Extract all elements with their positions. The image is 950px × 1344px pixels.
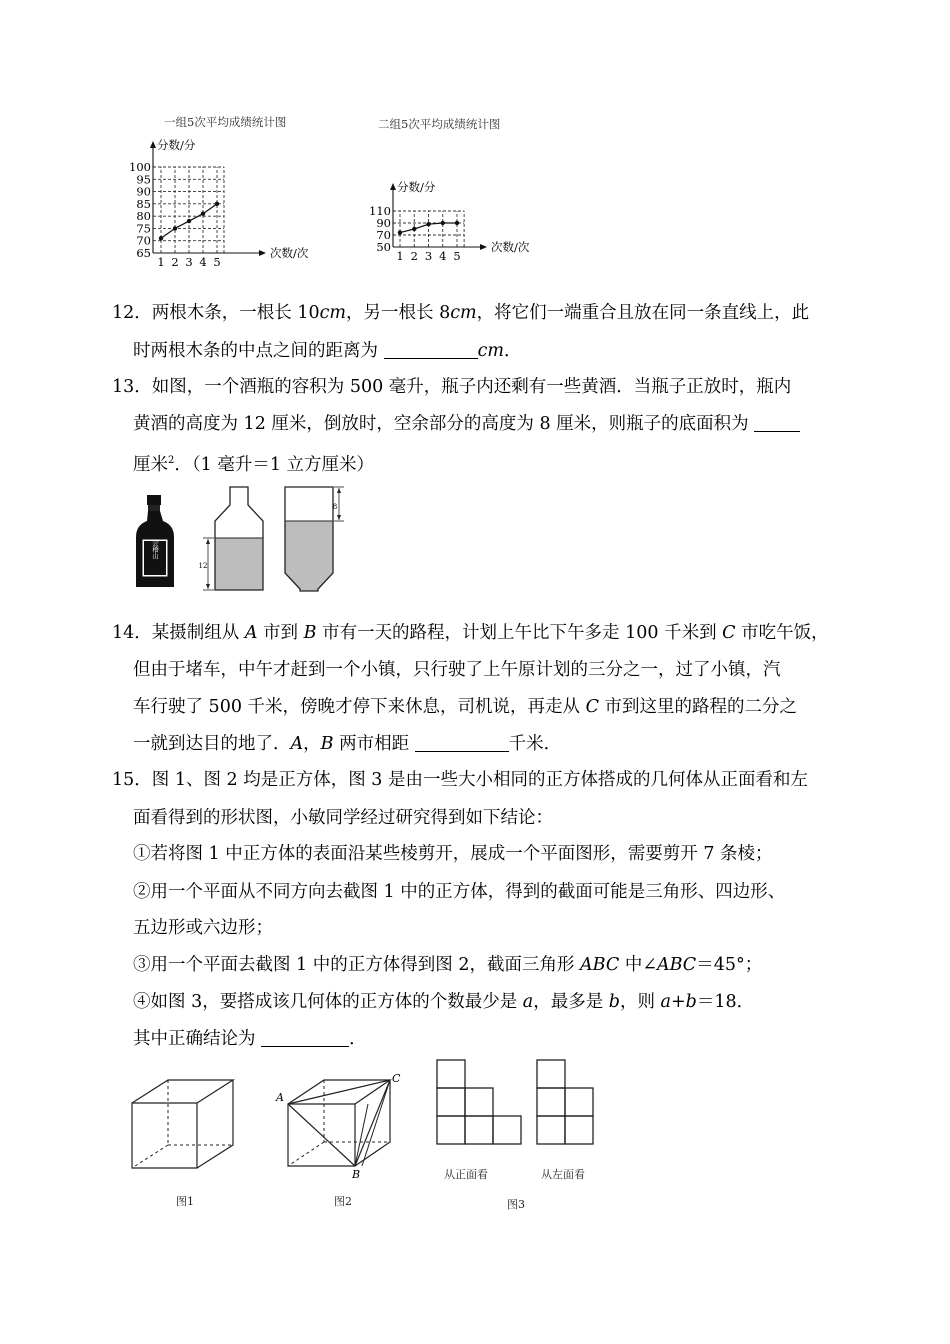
- y-tick-label: 110: [369, 204, 391, 218]
- y-axis-label: 分数/分: [397, 180, 436, 194]
- y-axis-label: 分数/分: [157, 138, 196, 152]
- q15-answer-blank[interactable]: [261, 1030, 349, 1047]
- q15-statement-2a: ②用一个平面从不同方向去截图 1 中的正方体，得到的截面可能是三角形、四边形、: [133, 882, 786, 902]
- vertex-C: C: [392, 1072, 401, 1085]
- bottle-upright-diagram: [195, 485, 265, 593]
- x-axis-label: 次数/次: [491, 240, 530, 254]
- q14-line3: 车行驶了 500 千米，傍晚才停下来休息，司机说，再走从 C 市到这里的路程的二分之: [133, 697, 798, 717]
- q15-conclusion: 其中正确结论为 ．: [133, 1029, 367, 1049]
- q13-line3: 厘米$^2$．（1 毫升＝1 立方厘米）: [133, 454, 375, 475]
- q13-number: 13．: [112, 377, 152, 397]
- data-point: [412, 227, 416, 231]
- data-point: [215, 202, 219, 206]
- y-tick-label: 65: [136, 246, 151, 260]
- q15-statement-4: ④如图 3，要搭成该几何体的正方体的个数最少是 a，最多是 b，则 a+b＝18．: [133, 992, 755, 1012]
- data-point: [426, 222, 430, 226]
- y-tick-label: 100: [129, 160, 151, 174]
- q14-number: 14．: [112, 623, 152, 643]
- x-axis-arrow: [259, 250, 266, 256]
- x-tick-label: 4: [439, 249, 447, 263]
- x-tick-label: 5: [453, 249, 461, 263]
- bottle-label: 会稽山: [151, 539, 159, 559]
- figure-1-cube: [128, 1075, 248, 1175]
- vertex-A: A: [276, 1091, 284, 1104]
- x-tick-label: 1: [396, 249, 404, 263]
- q14-line4: 一就到达目的地了．A，B 两市相距 千米．: [133, 734, 562, 754]
- y-tick-label: 70: [376, 228, 391, 242]
- x-axis-label: 次数/次: [270, 246, 309, 260]
- data-point: [159, 236, 163, 240]
- x-tick-label: 2: [410, 249, 418, 263]
- figure-3-caption: 图3: [507, 1198, 525, 1211]
- chart2-svg: [360, 165, 550, 270]
- y-tick-label: 90: [136, 184, 151, 199]
- bottle-inverted-diagram: [280, 485, 360, 593]
- q14-line2: 但由于堵车，中午才赶到一个小镇，只行驶了上午原计划的三分之一，过了小镇，汽: [133, 660, 781, 680]
- q15-statement-3: ③用一个平面去截图 1 中的正方体得到图 2，截面三角形 ABC 中∠ABC＝45°；: [133, 955, 763, 975]
- chart1-title: 一组5次平均成绩统计图: [164, 115, 287, 129]
- q15-line1: 15．图 1、图 2 均是正方体，图 3 是由一些大小相同的正方体搭成的几何体从正面看和左: [112, 770, 808, 790]
- x-tick-label: 5: [213, 255, 221, 269]
- y-tick-label: 95: [136, 172, 151, 187]
- label-12: 12: [198, 562, 208, 570]
- data-point: [441, 221, 445, 225]
- x-tick-label: 3: [424, 249, 433, 263]
- y-axis-arrow: [390, 183, 396, 190]
- chart1-svg: [120, 135, 330, 285]
- y-tick-label: 80: [136, 209, 151, 224]
- data-point: [173, 226, 177, 230]
- y-tick-label: 90: [376, 216, 391, 230]
- y-tick-label: 75: [136, 221, 151, 236]
- y-axis-arrow: [150, 141, 156, 148]
- y-tick-label: 50: [376, 240, 391, 254]
- q13-line1: 13．如图，一个酒瓶的容积为 500 毫升，瓶子内还剩有一些黄酒．当瓶子正放时，瓶内: [112, 377, 792, 397]
- x-tick-label: 2: [171, 255, 179, 269]
- figure-1-caption: 图1: [176, 1195, 194, 1208]
- x-tick-label: 3: [185, 255, 193, 269]
- figure-2-caption: 图2: [334, 1195, 352, 1208]
- x-tick-label: 1: [157, 255, 165, 269]
- x-tick-label: 4: [199, 255, 207, 269]
- q13-line2: 黄酒的高度为 12 厘米，倒放时，空余部分的高度为 8 厘米，则瓶子的底面积为: [133, 414, 800, 434]
- q13-answer-blank[interactable]: [754, 415, 800, 432]
- q12-line1: 12．两根木条，一根长 10cm，另一根长 8cm，将它们一端重合且放在同一条直线上，此: [112, 303, 810, 323]
- data-point: [398, 230, 402, 234]
- q15-statement-2b: 五边形或六边形；: [133, 918, 273, 938]
- wine-bottle-image: [130, 493, 180, 593]
- q15-number: 15．: [112, 770, 152, 790]
- q15-line2: 面看得到的形状图，小敏同学经过研究得到如下结论：: [133, 808, 553, 828]
- figure-2-cube-section: [272, 1072, 412, 1180]
- y-tick-label: 70: [136, 233, 151, 248]
- q12-number: 12．: [112, 303, 152, 323]
- q15-statement-1: ①若将图 1 中正方体的表面沿某些棱剪开，展成一个平面图形，需要剪开 7 条棱；: [133, 844, 773, 864]
- vertex-B: B: [352, 1168, 361, 1180]
- x-axis-arrow: [480, 244, 487, 250]
- data-point: [455, 221, 459, 225]
- q14-line1: 14．某摄制组从 A 市到 B 市有一天的路程，计划上午比下午多走 100 千米到 C 市吃午饭，: [112, 623, 829, 643]
- data-point: [201, 211, 205, 215]
- chart2-title: 二组5次平均成绩统计图: [378, 117, 501, 131]
- label-8: 8: [332, 503, 338, 511]
- data-point: [187, 219, 191, 223]
- figure-3-left-view: [535, 1058, 597, 1148]
- figure-3-front-view: [435, 1058, 525, 1148]
- q12-answer-blank[interactable]: [384, 342, 478, 359]
- left-view-caption: 从左面看: [541, 1168, 585, 1181]
- y-tick-label: 85: [136, 196, 151, 211]
- front-view-caption: 从正面看: [444, 1168, 488, 1181]
- q14-answer-blank[interactable]: [415, 735, 509, 752]
- q12-line2: 时两根木条的中点之间的距离为 cm．: [133, 341, 522, 361]
